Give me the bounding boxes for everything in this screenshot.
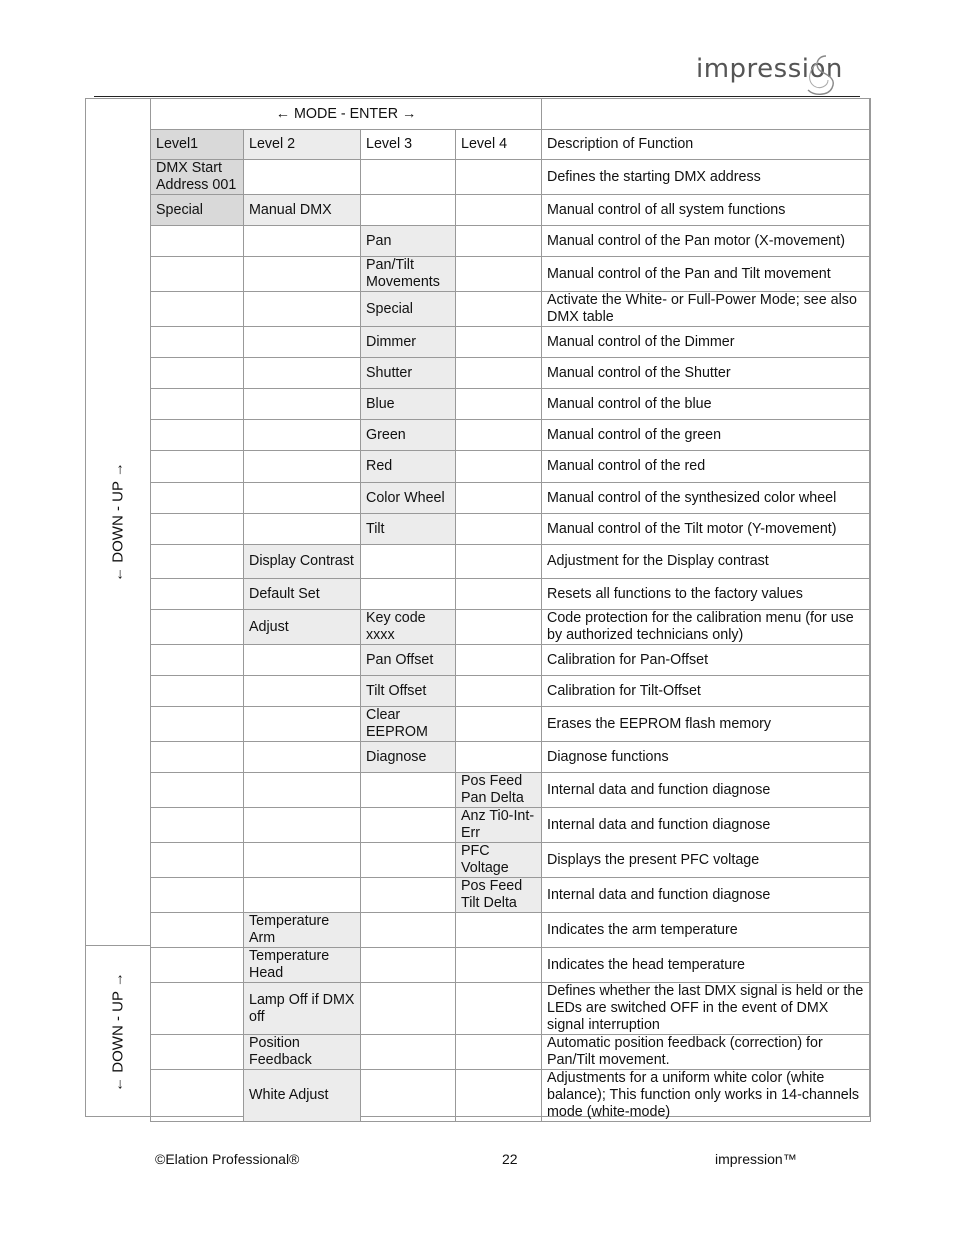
level2-cell — [244, 483, 361, 514]
level4-cell — [456, 292, 542, 327]
level3-cell — [361, 913, 456, 948]
table-row — [151, 160, 871, 195]
table-row — [151, 773, 871, 808]
level2-cell — [244, 878, 361, 913]
level2-cell — [244, 226, 361, 257]
level3-cell — [361, 983, 456, 1035]
level2-cell — [244, 742, 361, 773]
level3-cell — [361, 160, 456, 195]
table-row — [151, 579, 871, 610]
description-cell: Manual control of all system functions — [542, 195, 871, 226]
description-cell: Adjustment for the Display contrast — [542, 545, 871, 579]
level2-cell — [244, 773, 361, 808]
level4-cell — [456, 545, 542, 579]
level3-cell: Clear EEPROM — [361, 707, 456, 742]
column-header-level3: Level 3 — [361, 130, 456, 160]
level1-cell — [151, 878, 244, 913]
level3-cell: Dimmer — [361, 327, 456, 358]
description-cell: Manual control of the Tilt motor (Y-movement) — [542, 514, 871, 545]
level1-cell — [151, 742, 244, 773]
description-cell: Automatic position feedback (correction) for Pan/Tilt movement. — [542, 1035, 871, 1070]
level4-cell — [456, 579, 542, 610]
description-cell: Manual control of the blue — [542, 389, 871, 420]
level3-cell: Blue — [361, 389, 456, 420]
level1-cell — [151, 358, 244, 389]
footer-page-number: 22 — [502, 1151, 518, 1167]
description-cell: Manual control of the Dimmer — [542, 327, 871, 358]
description-cell: Code protection for the calibration menu (for use by authorized technicians only) — [542, 610, 871, 645]
description-cell: Displays the present PFC voltage — [542, 843, 871, 878]
table-row — [151, 545, 871, 579]
level1-cell — [151, 292, 244, 327]
description-cell: Activate the White- or Full-Power Mode; see also DMX table — [542, 292, 871, 327]
level3-cell: Pan/Tilt Movements — [361, 257, 456, 292]
level2-cell — [244, 327, 361, 358]
down-up-label: ← DOWN - UP → — [109, 461, 126, 582]
table-row — [151, 226, 871, 257]
level1-cell — [151, 913, 244, 948]
level4-cell: Pos Feed Tilt Delta — [456, 878, 542, 913]
level2-cell — [244, 292, 361, 327]
description-cell: Defines the starting DMX address — [542, 160, 871, 195]
header-rule — [94, 96, 860, 97]
table-row — [151, 645, 871, 676]
footer-copyright: ©Elation Professional® — [155, 1151, 300, 1167]
level1-cell — [151, 483, 244, 514]
table-row — [151, 483, 871, 514]
level3-cell — [361, 579, 456, 610]
level1-cell — [151, 1035, 244, 1070]
level1-cell: DMX Start Address 001 — [151, 160, 244, 195]
level2-cell: Adjust — [244, 610, 361, 645]
table-row — [151, 676, 871, 707]
table-row — [151, 1035, 871, 1070]
description-cell: Defines whether the last DMX signal is held or the LEDs are switched OFF in the event of DMX signal interruption — [542, 983, 871, 1035]
level2-cell — [244, 257, 361, 292]
table-row — [151, 195, 871, 226]
level4-cell — [456, 451, 542, 483]
down-up-label: ← DOWN - UP → — [109, 971, 126, 1092]
logo-swirl-icon — [788, 50, 858, 100]
table-row — [151, 327, 871, 358]
column-header-row — [151, 130, 871, 160]
side-nav-lower — [85, 945, 151, 1117]
level2-cell — [244, 160, 361, 195]
level4-cell — [456, 195, 542, 226]
level3-cell — [361, 195, 456, 226]
table-row — [151, 451, 871, 483]
level2-cell — [244, 389, 361, 420]
level4-cell — [456, 420, 542, 451]
level3-cell — [361, 773, 456, 808]
impression-logo — [696, 50, 866, 100]
level4-cell — [456, 483, 542, 514]
level1-cell — [151, 545, 244, 579]
level4-cell — [456, 913, 542, 948]
table-row — [151, 983, 871, 1035]
mode-enter-label: ← MODE - ENTER → — [151, 99, 542, 130]
description-cell: Indicates the head temperature — [542, 948, 871, 983]
level1-cell — [151, 707, 244, 742]
level2-cell — [244, 420, 361, 451]
level2-cell — [244, 358, 361, 389]
column-header-description: Description of Function — [542, 130, 871, 160]
level3-cell — [361, 878, 456, 913]
description-cell: Manual control of the red — [542, 451, 871, 483]
mode-enter-row — [151, 99, 871, 130]
level1-cell — [151, 610, 244, 645]
level4-cell — [456, 1070, 542, 1122]
table-row — [151, 420, 871, 451]
level2-cell — [244, 707, 361, 742]
description-cell: Adjustments for a uniform white color (white balance); This function only works in 14-channels mode (white-mode) — [542, 1070, 871, 1122]
description-cell: Internal data and function diagnose — [542, 773, 871, 808]
level2-cell: Lamp Off if DMX off — [244, 983, 361, 1035]
level3-cell: Pan — [361, 226, 456, 257]
level4-cell — [456, 948, 542, 983]
level2-cell: Position Feedback — [244, 1035, 361, 1070]
level2-cell — [244, 645, 361, 676]
table-row — [151, 257, 871, 292]
level3-cell: Diagnose — [361, 742, 456, 773]
level3-cell — [361, 1070, 456, 1122]
table-row — [151, 292, 871, 327]
column-header-level1: Level1 — [151, 130, 244, 160]
level4-cell — [456, 514, 542, 545]
level4-cell — [456, 1035, 542, 1070]
column-header-level4: Level 4 — [456, 130, 542, 160]
level1-cell — [151, 226, 244, 257]
level3-cell: Green — [361, 420, 456, 451]
description-cell: Internal data and function diagnose — [542, 808, 871, 843]
level2-cell: Temperature Head — [244, 948, 361, 983]
level3-cell — [361, 545, 456, 579]
side-nav-upper — [85, 98, 151, 945]
level1-cell — [151, 645, 244, 676]
level4-cell — [456, 610, 542, 645]
table-row — [151, 707, 871, 742]
table-row — [151, 742, 871, 773]
table-row — [151, 389, 871, 420]
level4-cell — [456, 257, 542, 292]
level2-cell — [244, 676, 361, 707]
level3-cell: Shutter — [361, 358, 456, 389]
level2-cell: Default Set — [244, 579, 361, 610]
level3-cell — [361, 1035, 456, 1070]
table-row — [151, 843, 871, 878]
level1-cell — [151, 948, 244, 983]
level1-cell — [151, 389, 244, 420]
description-cell: Manual control of the green — [542, 420, 871, 451]
level4-cell — [456, 160, 542, 195]
level3-cell — [361, 948, 456, 983]
description-cell: Calibration for Tilt-Offset — [542, 676, 871, 707]
table-row — [151, 514, 871, 545]
level1-cell — [151, 514, 244, 545]
level3-cell: Pan Offset — [361, 645, 456, 676]
level1-cell — [151, 676, 244, 707]
description-cell: Erases the EEPROM flash memory — [542, 707, 871, 742]
level4-cell — [456, 226, 542, 257]
level3-cell: Key code xxxx — [361, 610, 456, 645]
level1-cell — [151, 451, 244, 483]
level1-cell — [151, 983, 244, 1035]
level4-cell: Pos Feed Pan Delta — [456, 773, 542, 808]
level2-cell: White Adjust — [244, 1070, 361, 1122]
level1-cell — [151, 1070, 244, 1122]
logo-text: impression — [696, 54, 843, 84]
level1-cell: Special — [151, 195, 244, 226]
description-cell: Manual control of the Pan motor (X-movement) — [542, 226, 871, 257]
level1-cell — [151, 420, 244, 451]
level4-cell — [456, 676, 542, 707]
level3-cell: Color Wheel — [361, 483, 456, 514]
level2-cell — [244, 451, 361, 483]
level4-cell — [456, 742, 542, 773]
table-row — [151, 808, 871, 843]
level4-cell — [456, 983, 542, 1035]
table-row — [151, 610, 871, 645]
description-cell: Resets all functions to the factory values — [542, 579, 871, 610]
description-cell: Indicates the arm temperature — [542, 913, 871, 948]
level2-cell — [244, 808, 361, 843]
level3-cell: Tilt Offset — [361, 676, 456, 707]
level1-cell — [151, 843, 244, 878]
level1-cell — [151, 808, 244, 843]
level4-cell: Anz Ti0-Int-Err — [456, 808, 542, 843]
level4-cell — [456, 707, 542, 742]
level3-cell: Tilt — [361, 514, 456, 545]
level1-cell — [151, 257, 244, 292]
description-cell: Manual control of the Shutter — [542, 358, 871, 389]
level1-cell — [151, 327, 244, 358]
column-header-level2: Level 2 — [244, 130, 361, 160]
level4-cell — [456, 358, 542, 389]
table-row — [151, 358, 871, 389]
level3-cell: Red — [361, 451, 456, 483]
level2-cell — [244, 843, 361, 878]
table-row — [151, 913, 871, 948]
blank-header-cell — [542, 99, 871, 130]
description-cell: Manual control of the Pan and Tilt movement — [542, 257, 871, 292]
level3-cell — [361, 808, 456, 843]
level1-cell — [151, 579, 244, 610]
level4-cell — [456, 389, 542, 420]
description-cell: Manual control of the synthesized color wheel — [542, 483, 871, 514]
level3-cell: Special — [361, 292, 456, 327]
table-row — [151, 878, 871, 913]
description-cell: Diagnose functions — [542, 742, 871, 773]
description-cell: Internal data and function diagnose — [542, 878, 871, 913]
level4-cell — [456, 327, 542, 358]
level2-cell: Temperature Arm — [244, 913, 361, 948]
level4-cell: PFC Voltage — [456, 843, 542, 878]
description-cell: Calibration for Pan-Offset — [542, 645, 871, 676]
footer-product: impression™ — [715, 1151, 797, 1167]
table-row — [151, 948, 871, 983]
level2-cell — [244, 514, 361, 545]
menu-table — [150, 98, 871, 1122]
table-row — [151, 1070, 871, 1122]
level3-cell — [361, 843, 456, 878]
level1-cell — [151, 773, 244, 808]
level4-cell — [456, 645, 542, 676]
level2-cell: Display Contrast — [244, 545, 361, 579]
level2-cell: Manual DMX — [244, 195, 361, 226]
